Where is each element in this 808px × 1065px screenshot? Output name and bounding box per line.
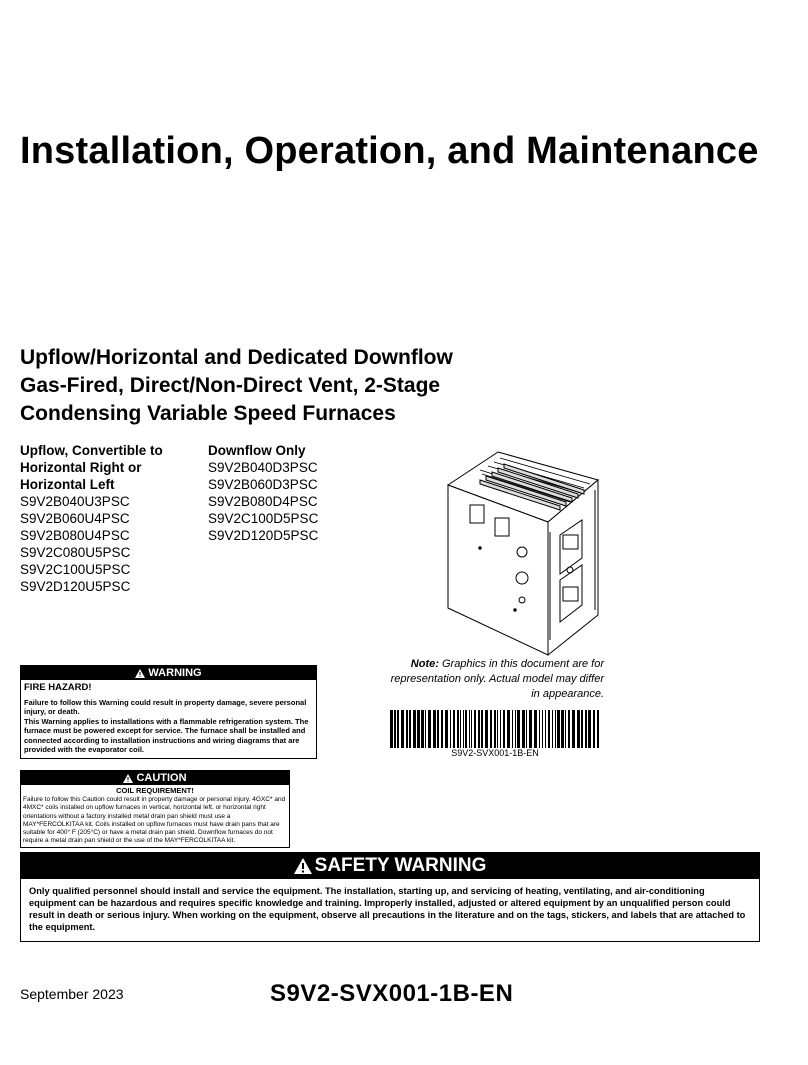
barcode-bar	[507, 710, 510, 748]
barcode-bar	[503, 710, 505, 748]
model-number: S9V2B040D3PSC	[208, 460, 318, 475]
barcode-bar	[542, 710, 543, 748]
model-number: S9V2B080U4PSC	[20, 528, 130, 543]
barcode-bar	[548, 710, 550, 748]
graphics-note	[388, 657, 604, 702]
barcode-bar	[494, 710, 496, 748]
caution-label: COIL REQUIREMENT!	[116, 786, 194, 795]
barcode-bar	[450, 710, 451, 748]
barcode-bar	[397, 710, 399, 748]
barcode-bar	[490, 710, 492, 748]
caution-text: Failure to follow this Caution could result in property damage or personal injury. 4GXC* and 4MXC* coils installed on upflow furnaces in vertical, horizontal left, or horizontal right orientations without a factory installed metal drain pan shield must use a MAY*FERCOLKITAA kit. Coils installed on upflow furnaces must have drain pans that are suitable for 400° F (205°C) or have a metal drain pan shield. Downflow furnaces do not require a metal drain pan shield or the use of the MAY*FERCOLKITAA kit.	[23, 796, 286, 845]
barcode-bar	[552, 710, 553, 748]
barcode-bar	[453, 710, 455, 748]
warning-text: This Warning applies to installations with a flammable refrigeration system. The furnace must be powered except for service. The furnace shall be installed and connected according to installation instructions and wiring diagrams that are provided with the evaporator coil.	[24, 716, 309, 754]
barcode-bar	[593, 710, 595, 748]
barcode-bar	[445, 710, 448, 748]
barcode-bar	[471, 710, 472, 748]
barcode-bar	[460, 710, 461, 748]
note-label: Note:	[410, 658, 439, 670]
downflow-heading: Downflow Only	[208, 443, 306, 458]
warning-header	[21, 666, 316, 680]
model-number: S9V2C100D5PSC	[208, 511, 319, 526]
caution-body	[21, 785, 289, 847]
model-number: S9V2B040U3PSC	[20, 494, 130, 509]
barcode-bar	[581, 710, 583, 748]
model-number: S9V2B060U4PSC	[20, 511, 130, 526]
barcode-bar	[517, 710, 520, 748]
upflow-heading: Horizontal Right or	[20, 460, 142, 475]
barcode-bar	[425, 710, 426, 748]
barcode-bar	[481, 710, 483, 748]
note-text: Graphics in this document are for representation only. Actual model may differ in appearance.	[390, 658, 604, 700]
barcode-bar	[500, 710, 501, 748]
publication-date: September 2023	[20, 986, 124, 1002]
barcode-bar	[565, 710, 566, 748]
barcode-bar	[497, 710, 498, 748]
subtitle-line: Condensing Variable Speed Furnaces	[20, 402, 396, 425]
barcode-bar	[577, 710, 580, 748]
safety-warning-text: Only qualified personnel should install and service the equipment. The installation, starting up, and servicing of heating, ventilating, and air-conditioning equipment can be hazardous and requires specific knowledge and training. Improperly installed, adjusted or altered equipment by an unqualified person could result in death or serious injury. When working on the equipment, observe all precautions in the literature and on the tags, stickers, and labels that are attached to the equipment.	[29, 886, 746, 932]
barcode-bar	[539, 710, 540, 748]
caution-header-label: CAUTION	[136, 772, 187, 784]
caution-box	[20, 770, 290, 848]
furnace-illustration	[420, 440, 620, 665]
upflow-model-list	[20, 442, 163, 595]
barcode-bar	[433, 710, 436, 748]
barcode-bar	[409, 710, 411, 748]
barcode-bar	[474, 710, 476, 748]
subtitle	[20, 344, 453, 428]
warning-header-label: WARNING	[148, 667, 202, 679]
safety-warning-box	[20, 852, 760, 942]
barcode-bar	[557, 710, 560, 748]
document-number: S9V2-SVX001-1B-EN	[270, 980, 514, 1007]
model-number: S9V2B080D4PSC	[208, 494, 318, 509]
downflow-model-list	[208, 442, 318, 544]
barcode-bar	[457, 710, 459, 748]
barcode-bar	[390, 710, 393, 748]
barcode-bar	[555, 710, 556, 748]
barcode-bar	[485, 710, 488, 748]
barcode-bar	[394, 710, 396, 748]
barcode-bar	[421, 710, 424, 748]
barcode-bar	[441, 710, 443, 748]
caution-triangle-icon	[123, 774, 133, 783]
upflow-heading: Upflow, Convertible to	[20, 443, 163, 458]
barcode-bar	[437, 710, 439, 748]
barcode-bar	[465, 710, 467, 748]
warning-triangle-icon	[135, 669, 145, 678]
model-number: S9V2C100U5PSC	[20, 562, 131, 577]
barcode-text: S9V2-SVX001-1B-EN	[451, 748, 539, 758]
barcode	[390, 710, 600, 748]
warning-text: Failure to follow this Warning could result in property damage, severe personal injury, or death.	[24, 697, 307, 716]
model-number: S9V2C080U5PSC	[20, 545, 131, 560]
barcode-bar	[588, 710, 591, 748]
barcode-bar	[428, 710, 431, 748]
safety-triangle-icon	[294, 858, 312, 874]
barcode-bar	[568, 710, 570, 748]
barcode-bar	[572, 710, 575, 748]
barcode-bar	[545, 710, 546, 748]
barcode-bar	[515, 710, 516, 748]
model-number: S9V2D120U5PSC	[20, 579, 131, 594]
barcode-bar	[463, 710, 464, 748]
barcode-bar	[597, 710, 599, 748]
subtitle-line: Gas-Fired, Direct/Non-Direct Vent, 2-Stage	[20, 374, 441, 397]
barcode-bar	[522, 710, 525, 748]
barcode-bar	[413, 710, 416, 748]
warning-box	[20, 665, 317, 759]
barcode-bar	[469, 710, 470, 748]
warning-label: FIRE HAZARD!	[24, 682, 92, 693]
barcode-bar	[561, 710, 564, 748]
barcode-bar	[478, 710, 480, 748]
safety-warning-header	[21, 853, 759, 879]
barcode-bar	[406, 710, 408, 748]
barcode-bar	[401, 710, 404, 748]
safety-warning-header-label: SAFETY WARNING	[314, 855, 487, 876]
warning-body	[21, 680, 316, 758]
model-number: S9V2D120D5PSC	[208, 528, 319, 543]
barcode-bar	[417, 710, 420, 748]
barcode-bar	[585, 710, 587, 748]
model-number: S9V2B060D3PSC	[208, 477, 318, 492]
barcode-bar	[534, 710, 537, 748]
upflow-heading: Horizontal Left	[20, 477, 115, 492]
barcode-bar	[512, 710, 513, 748]
page-title: Installation, Operation, and Maintenance	[20, 130, 759, 172]
caution-header	[21, 771, 289, 785]
barcode-bar	[526, 710, 527, 748]
barcode-bar	[529, 710, 532, 748]
subtitle-line: Upflow/Horizontal and Dedicated Downflow	[20, 346, 453, 369]
